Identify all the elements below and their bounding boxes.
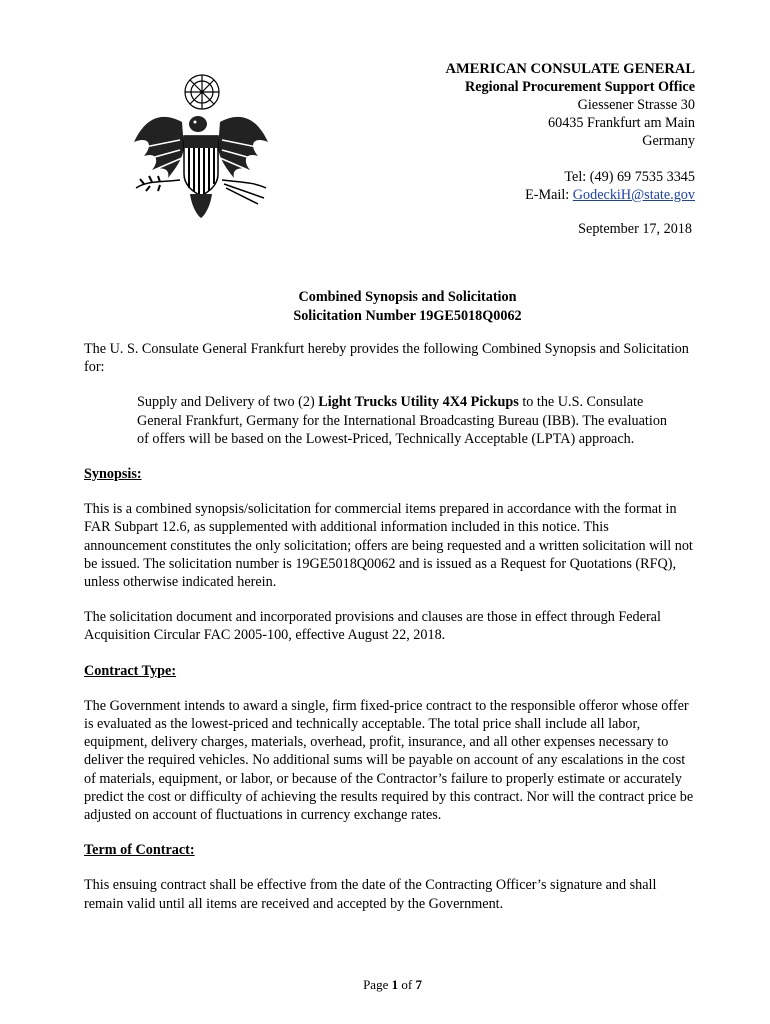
synopsis-paragraph-1: This is a combined synopsis/solicitation for commercial items prepared in accordance with the format in FAR Subpart 12.6, as supplemented with additional information included in this notice. This announcement constitutes the only solicitation; offers are being requested and a written solicitation will not be issued. The solicitation number is 19GE5018Q0062 and is issued as a Request for Quotations (RFQ), unless otherwise indicated herein.: [84, 501, 693, 591]
total-pages: 7: [415, 977, 422, 992]
term-of-contract-heading: Term of Contract:: [84, 842, 195, 859]
supply-item-name: Light Trucks Utility 4X4 Pickups: [318, 394, 519, 411]
page-footer: [0, 977, 770, 993]
letterhead: [446, 60, 695, 204]
letter-date: September 17, 2018: [578, 221, 692, 237]
title-line-2: Solicitation Number 19GE5018Q0062: [293, 308, 522, 324]
current-page-number: 1: [391, 977, 399, 992]
of-word: of: [398, 977, 416, 992]
email-label: E-Mail:: [525, 187, 573, 203]
page-word: Page: [363, 977, 392, 992]
synopsis-heading: Synopsis:: [84, 466, 142, 483]
contract-type-heading: Contract Type:: [84, 662, 177, 679]
great-seal-emblem: [130, 70, 270, 220]
title-line-1: Combined Synopsis and Solicitation: [298, 289, 517, 305]
email-line: [446, 186, 695, 204]
city-address: 60435 Frankfurt am Main: [548, 115, 695, 131]
country: Germany: [642, 133, 695, 149]
intro-paragraph: The U. S. Consulate General Frankfurt hereby provides the following Combined Synopsis and Solicitation for:: [84, 341, 689, 376]
contract-type-paragraph: The Government intends to award a single, firm fixed-price contract to the responsible offeror whose offer is evaluated as the lowest-priced and technically acceptable. The total price shall include all labor, equipment, delivery charges, materials, overhead, profit, insurance, and all other expenses necessary to deliver the required vehicles. No additional sums will be payable on account of any escalations in the cost of materials, equipment, or labor, or because of the Contractor’s failure to properly estimate or accurately predict the cost or difficulty of achieving the results required by this contract. Nor will the contract price be adjusted on account of fluctuations in currency exchange rates.: [84, 697, 694, 824]
document-title: [0, 288, 770, 326]
organization-name: AMERICAN CONSULATE GENERAL: [445, 61, 695, 77]
office-name: Regional Procurement Support Office: [465, 79, 695, 95]
term-of-contract-paragraph: This ensuing contract shall be effective from the date of the Contracting Officer’s signature and shall remain valid until all items are received and accepted by the Government.: [84, 877, 657, 912]
supply-paragraph: [137, 393, 682, 448]
document-body: [84, 340, 694, 930]
street-address: Giessener Strasse 30: [577, 97, 695, 113]
telephone: Tel: (49) 69 7535 3345: [564, 169, 695, 185]
synopsis-paragraph-2: The solicitation document and incorporated provisions and clauses are those in effect through Federal Acquisition Circular FAC 2005-100, effective August 22, 2018.: [84, 609, 661, 644]
email-link[interactable]: GodeckiH@state.gov: [572, 187, 695, 203]
supply-text-pre: Supply and Delivery of two (2): [137, 394, 319, 411]
supply-text-post: to the U.S. Consulate General Frankfurt, Germany for the International Broadcasting Bureau (IBB). The evaluation of offers will be based on the Lowest-Priced, Technically Acceptable (LPTA) approach.: [137, 394, 668, 447]
